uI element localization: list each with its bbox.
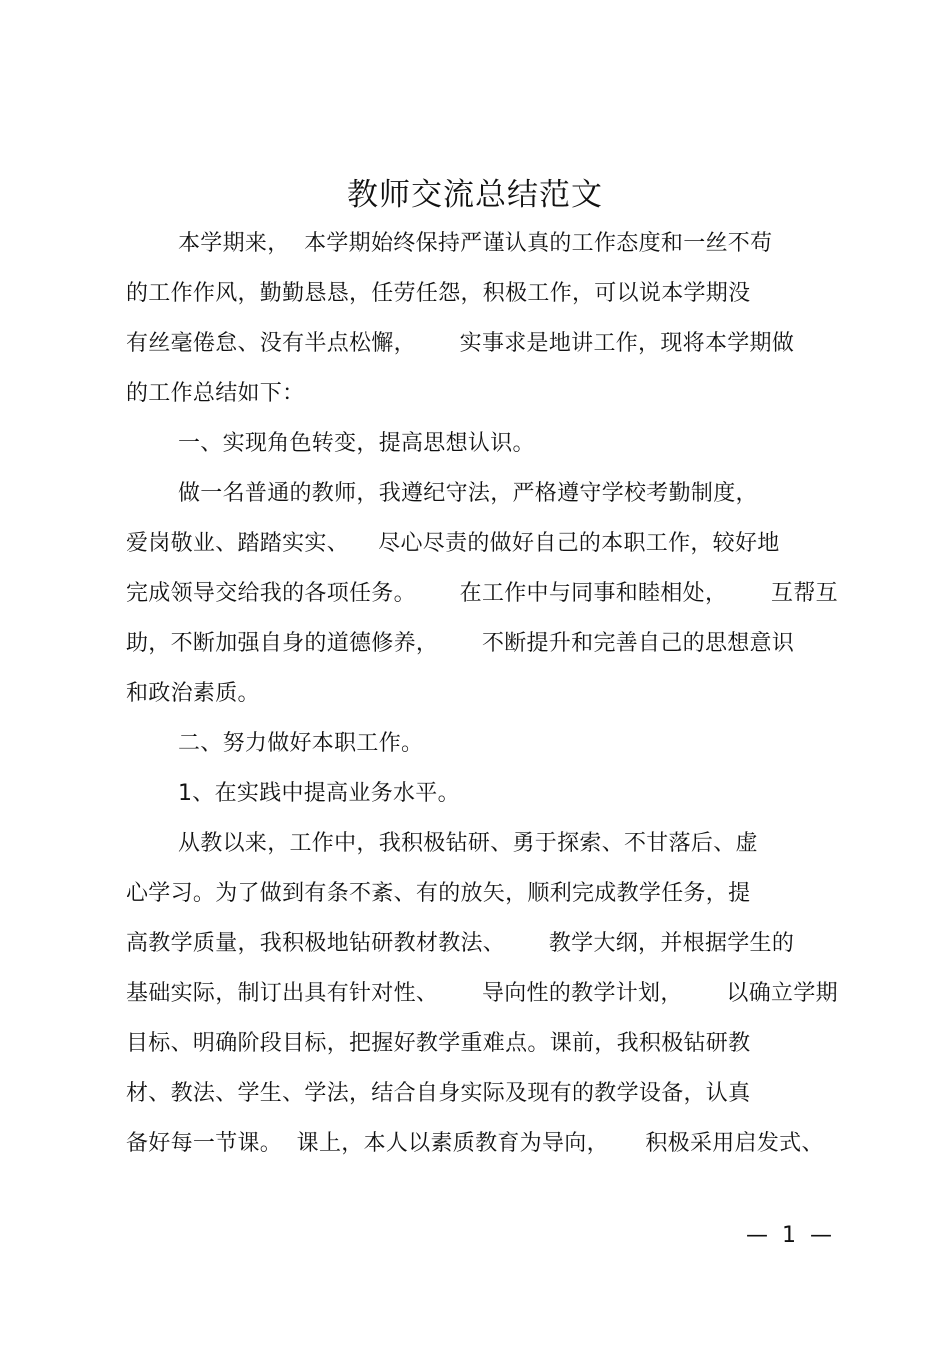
paragraph-line: 做一名普通的教师，我遵纪守法，严格遵守学校考勤制度， bbox=[178, 481, 758, 506]
paragraph-line: 的工作总结如下： bbox=[126, 381, 305, 406]
document-title: 教师交流总结范文 bbox=[347, 177, 603, 213]
paragraph-line: 有丝毫倦怠、没有半点松懈， 实事求是地讲工作，现将本学期做 bbox=[126, 331, 795, 356]
subsection-heading: 1、在实践中提高业务水平。 bbox=[178, 781, 460, 806]
paragraph-line: 目标、明确阶段目标，把握好教学重难点。课前，我积极钻研教 bbox=[126, 1031, 751, 1056]
paragraph-line: 心学习。为了做到有条不紊、有的放矢，顺利完成教学任务，提 bbox=[126, 881, 751, 906]
paragraph-line: 从教以来，工作中，我积极钻研、勇于探索、不甘落后、虚 bbox=[178, 831, 758, 856]
page-number: — 1 — bbox=[746, 1223, 832, 1248]
section-heading: 二、努力做好本职工作。 bbox=[178, 731, 424, 756]
paragraph-line: 爱岗敬业、踏踏实实、 尽心尽责的做好自己的本职工作，较好地 bbox=[126, 531, 780, 556]
paragraph-line: 材、教法、学生、学法，结合自身实际及现有的教学设备，认真 bbox=[126, 1081, 751, 1106]
paragraph-line: 完成领导交给我的各项任务。 在工作中与同事和睦相处， 互帮互 bbox=[126, 581, 838, 606]
paragraph-line: 备好每一节课。 课上，本人以素质教育为导向， 积极采用启发式、 bbox=[126, 1131, 824, 1156]
paragraph-line: 和政治素质。 bbox=[126, 681, 260, 706]
paragraph-line: 助，不断加强自身的道德修养， 不断提升和完善自己的思想意识 bbox=[126, 631, 795, 656]
section-heading: 一、实现角色转变，提高思想认识。 bbox=[178, 431, 535, 456]
paragraph-line: 的工作作风，勤勤恳恳，任劳任怨，积极工作，可以说本学期没 bbox=[126, 281, 751, 306]
paragraph-line: 高教学质量，我积极地钻研教材教法、 教学大纲，并根据学生的 bbox=[126, 931, 795, 956]
paragraph-line: 基础实际，制订出具有针对性、 导向性的教学计划， 以确立学期 bbox=[126, 981, 838, 1006]
paragraph-line: 本学期来， 本学期始终保持严谨认真的工作态度和一丝不苟 bbox=[178, 231, 773, 256]
